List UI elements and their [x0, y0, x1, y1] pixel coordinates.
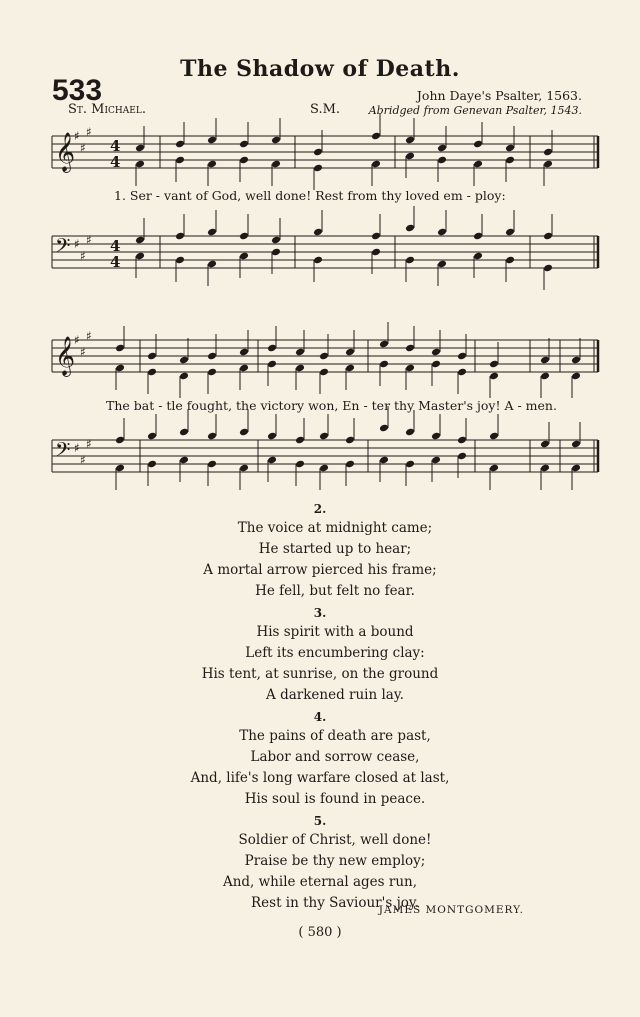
- sharp-icon: ♯: [86, 233, 92, 247]
- sharp-icon: ♯: [74, 441, 80, 455]
- stanza-line: And, while eternal ages run,: [222, 874, 418, 890]
- stanza-line: He fell, but felt no fear.: [255, 583, 415, 599]
- stanza-5: [0, 812, 640, 914]
- stanza-line: A mortal arrow pierced his frame;: [203, 562, 437, 578]
- time-signature-top: 4: [110, 237, 121, 255]
- meter: S.M.: [310, 102, 341, 117]
- stanza-line: The pains of death are past,: [239, 728, 431, 744]
- sharp-icon: ♯: [80, 453, 86, 467]
- author: JAMES MONTGOMERY.: [378, 904, 524, 916]
- stanza-2: [0, 500, 640, 602]
- sharp-icon: ♯: [74, 333, 80, 347]
- tune-name: St. Michael.: [68, 102, 146, 117]
- stanza-line: Praise be thy new employ;: [244, 853, 426, 869]
- stanza-line: His soul is found in peace.: [244, 791, 426, 807]
- stanza-line: His spirit with a bound: [256, 624, 414, 640]
- stanza-number: 4.: [313, 710, 327, 724]
- stanza-4: [0, 708, 640, 810]
- stanza-line: Left its encumbering clay:: [245, 645, 425, 661]
- bass-clef-icon: 𝄢: [55, 438, 71, 466]
- time-signature-bottom: 4: [110, 253, 121, 271]
- time-signature-bottom: 4: [110, 153, 121, 171]
- sharp-icon: ♯: [86, 329, 92, 343]
- time-signature-top: 4: [110, 137, 121, 155]
- page-number: ( 580 ): [298, 925, 342, 940]
- treble-clef-icon: 𝄞: [55, 336, 76, 376]
- sharp-icon: ♯: [86, 437, 92, 451]
- tune-source: John Daye's Psalter, 1563.: [416, 88, 582, 103]
- music-score: [0, 0, 640, 500]
- stanza-line: Labor and sorrow cease,: [250, 749, 420, 765]
- stanza-3: [0, 604, 640, 706]
- bass-clef-icon: 𝄢: [55, 234, 71, 262]
- sharp-icon: ♯: [80, 141, 86, 155]
- hymn-number: 533: [52, 74, 103, 107]
- lyrics-line-1: 1. Ser - vant of God, well done! Rest from thy loved em - ploy:: [114, 188, 506, 203]
- sharp-icon: ♯: [74, 129, 80, 143]
- stanza-number: 2.: [313, 502, 327, 516]
- sharp-icon: ♯: [80, 345, 86, 359]
- stanza-line: And, life's long warfare closed at last,: [190, 770, 450, 786]
- sharp-icon: ♯: [86, 125, 92, 139]
- sharp-icon: ♯: [74, 237, 80, 251]
- lyrics-line-2: The bat - tle fought, the victory won, En - ter thy Master's joy! A - men.: [106, 398, 557, 413]
- treble-clef-icon: 𝄞: [55, 132, 76, 172]
- hymn-title: The Shadow of Death.: [180, 56, 460, 82]
- stanza-line: A darkened ruin lay.: [266, 687, 404, 703]
- tune-source-note: Abridged from Genevan Psalter, 1543.: [368, 104, 582, 117]
- sharp-icon: ♯: [80, 249, 86, 263]
- stanza-line: His tent, at sunrise, on the ground: [201, 666, 439, 682]
- stanza-number: 5.: [313, 814, 327, 828]
- stanza-number: 3.: [313, 606, 327, 620]
- stanza-line: He started up to hear;: [258, 541, 412, 557]
- stanza-line: Soldier of Christ, well done!: [238, 832, 432, 848]
- stanza-line: The voice at midnight came;: [237, 520, 433, 536]
- stanza-line: Rest in thy Saviour's joy.: [250, 895, 420, 911]
